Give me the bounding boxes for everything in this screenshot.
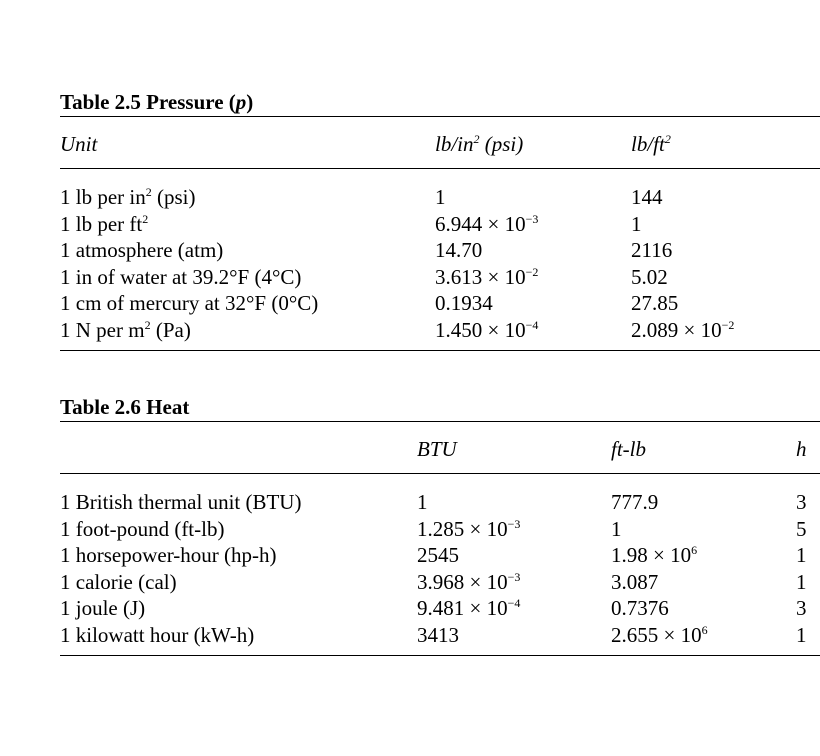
value-cell: 144 — [631, 185, 663, 209]
table-row — [60, 569, 820, 596]
value-cell: 2545 — [417, 543, 459, 568]
value-cell: $9.481 \times 10^{-4}$ — [417, 596, 521, 621]
value-cell: $6.944 \times 10^{-3}$ — [435, 211, 539, 236]
value-cell: $1.285 \times 10^{-3}$ — [417, 516, 521, 541]
table-body — [60, 474, 820, 655]
unit-cell: 1 foot-pound (ft-lb) — [60, 516, 225, 541]
unit-cell: 1 cm of mercury at 32°F (0°C) — [60, 291, 319, 316]
table-title — [60, 88, 820, 116]
pressure-table — [60, 88, 820, 351]
value-cell: 1 — [435, 185, 446, 209]
title-prefix: Table 2.5 Pressure ( — [60, 90, 236, 114]
value-cell: 2116 — [631, 238, 673, 263]
header-ft-lb: ft-lb — [611, 437, 646, 461]
value-cell: 1 — [796, 543, 807, 568]
value-cell: 1 — [796, 622, 807, 647]
unit-cell: 1 British thermal unit (BTU) — [60, 490, 302, 514]
value-cell: $1.450 \times 10^{-4}$ — [435, 317, 539, 342]
header-btu: BTU — [417, 437, 457, 461]
value-cell: 5.02 — [631, 264, 668, 289]
value-cell: $1.98 \times 10^6$ — [611, 543, 698, 568]
value-cell: 1 — [631, 211, 642, 236]
value-cell: $2.655 \times 10^6$ — [611, 622, 708, 647]
value-cell: 0.7376 — [611, 596, 669, 621]
value-cell: $3.613 \times 10^{-2}$ — [435, 264, 539, 289]
value-cell: 777.9 — [611, 490, 659, 514]
title-symbol: p — [235, 90, 247, 114]
value-cell: 3 — [796, 490, 807, 514]
table-row — [60, 542, 820, 569]
value-cell: $3.968 \times 10^{-3}$ — [417, 569, 521, 594]
table-body — [60, 169, 820, 350]
table-row — [60, 622, 820, 649]
table-row — [60, 211, 820, 238]
unit-cell: 1 lb per $ft^2$ — [60, 211, 149, 236]
unit-cell: 1 atmosphere (atm) — [60, 238, 224, 263]
table-row — [60, 595, 820, 622]
value-cell: 1 — [417, 490, 428, 514]
value-cell: 3 — [796, 596, 807, 621]
value-cell: 1 — [611, 516, 622, 541]
heat-table — [60, 393, 820, 656]
table-row — [60, 290, 820, 317]
unit-cell: 1 horsepower-hour (hp-h) — [60, 543, 277, 568]
table-row — [60, 489, 820, 516]
header-row — [60, 117, 820, 168]
table-row — [60, 264, 820, 291]
unit-cell: 1 kilowatt hour (kW-h) — [60, 622, 255, 647]
header-hp-h: h — [796, 437, 807, 461]
value-cell: 3413 — [417, 622, 459, 647]
table-row — [60, 184, 820, 211]
value-cell: 0.1934 — [435, 291, 493, 316]
header-unit: Unit — [60, 132, 98, 156]
value-cell: 14.70 — [435, 238, 483, 263]
value-cell: 1 — [796, 569, 807, 594]
table-title: Table 2.6 Heat — [60, 395, 190, 419]
value-cell: $2.089 \times 10^{-2}$ — [631, 317, 735, 342]
unit-cell: 1 calorie (cal) — [60, 569, 177, 594]
value-cell: 3.087 — [611, 569, 659, 594]
header-psi: $lb/in^2$ (psi) — [435, 132, 524, 156]
title-suffix: ) — [246, 90, 254, 114]
table-row — [60, 516, 820, 543]
bottom-rule — [60, 350, 820, 351]
value-cell: 5 — [796, 516, 807, 541]
header-row — [60, 422, 820, 473]
value-cell: 27.85 — [631, 291, 679, 316]
unit-cell: 1 joule (J) — [60, 596, 146, 621]
unit-cell: 1 lb per $in^2$ (psi) — [60, 185, 196, 209]
table-row — [60, 317, 820, 344]
table-row — [60, 237, 820, 264]
header-lb-per-ft2: $lb/ft^2$ — [631, 132, 671, 156]
bottom-rule — [60, 655, 820, 656]
unit-cell: 1 in of water at 39.2°F (4°C) — [60, 264, 302, 289]
unit-cell: 1 N per $m^2$ (Pa) — [60, 317, 191, 342]
